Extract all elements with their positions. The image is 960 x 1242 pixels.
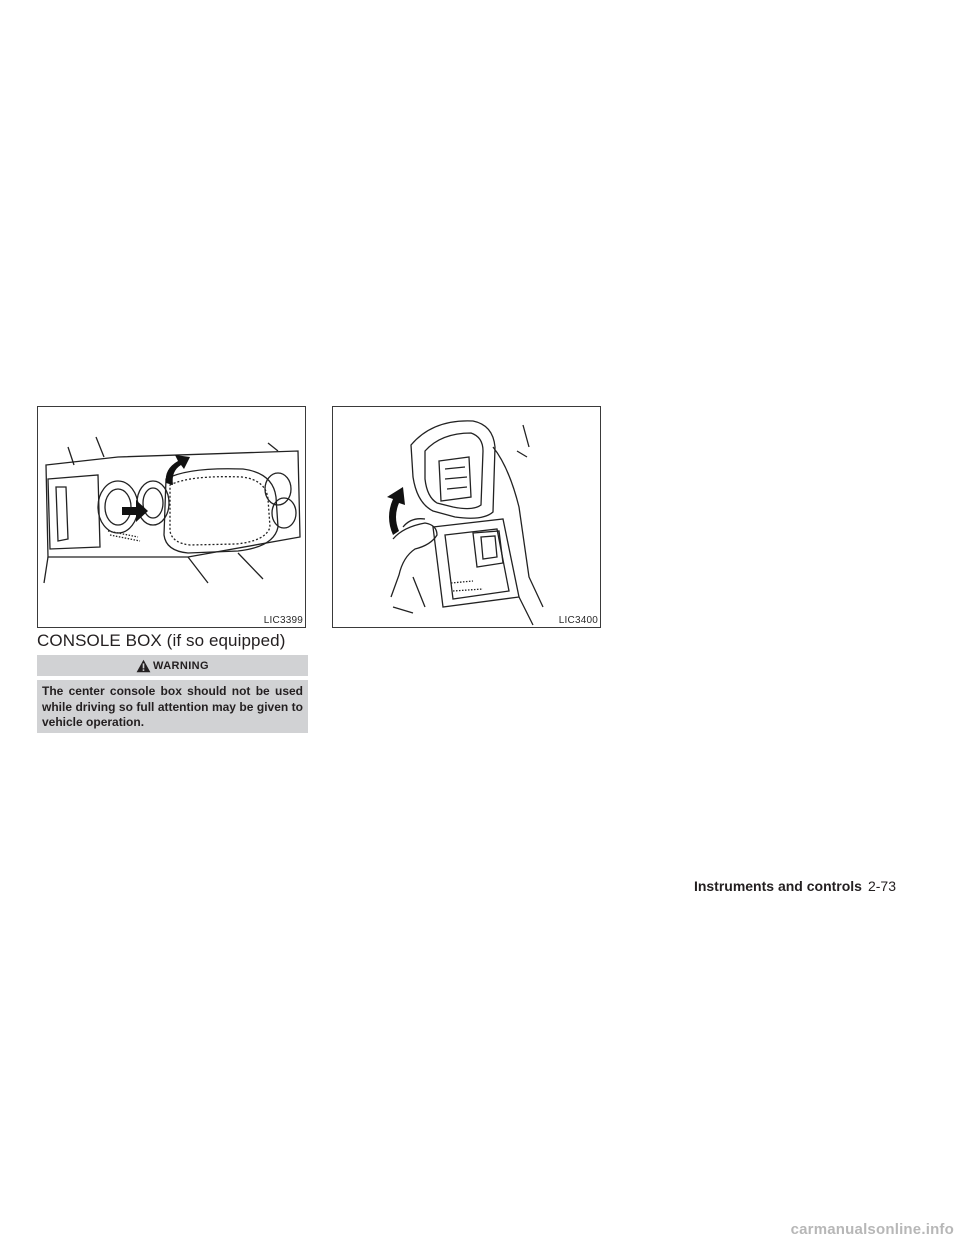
section-title: CONSOLE BOX (if so equipped): [37, 631, 286, 650]
figure-code: LIC3399: [263, 615, 303, 626]
warning-header: [37, 655, 308, 676]
warning-text: The center console box should not be used while driving so full attention may be given to vehicle operation.: [37, 680, 308, 733]
lift-arrow-icon: [166, 455, 190, 485]
page-footer: [694, 878, 896, 894]
push-arrow-icon: [122, 500, 148, 522]
console-lid-release-illustration: [38, 407, 306, 628]
figure-code: LIC3400: [558, 615, 598, 626]
page-number: 2-73: [867, 878, 896, 894]
warning-label: WARNING: [153, 659, 209, 672]
chapter-title: Instruments and controls: [693, 878, 862, 894]
warning-triangle-icon: [136, 659, 151, 673]
lift-arrow-icon: [387, 487, 405, 535]
figure-console-box-open: [332, 406, 601, 628]
figure-console-box-release: [37, 406, 306, 628]
console-lid-raised-illustration: [333, 407, 601, 628]
watermark: carmanualsonline.info: [790, 1221, 954, 1238]
